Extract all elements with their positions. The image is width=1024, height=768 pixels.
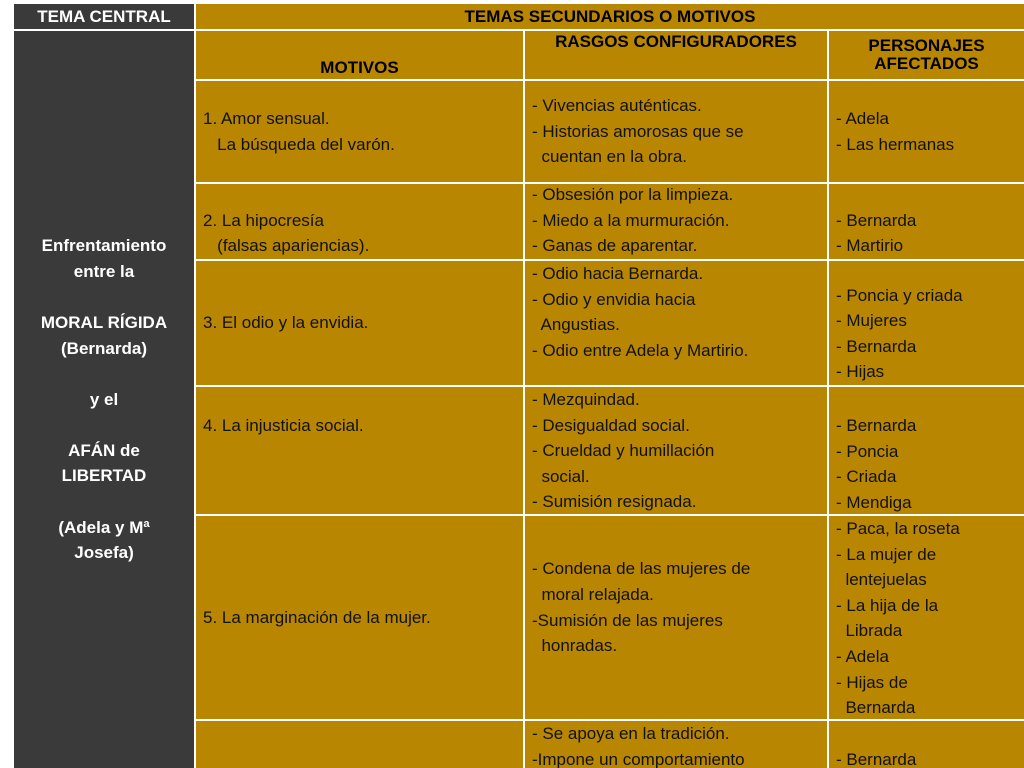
header-rasgos: RASGOS CONFIGURADORES <box>525 31 827 79</box>
row-1-rasgos: - Vivencias auténticas. - Historias amorosas que se cuentan en la obra. <box>525 81 827 182</box>
row-4-personajes: - Bernarda - Poncia - Criada - Mendiga <box>829 387 1024 514</box>
row-5-personajes: - Paca, la roseta - La mujer de lentejuelas - La hija de la Librada - Adela - Hijas de Bernarda <box>829 516 1024 719</box>
row-3-rasgos: - Odio hacia Bernarda. - Odio y envidia hacia Angustias. - Odio entre Adela y Martirio. <box>525 261 827 385</box>
row-5-motivo: 5. La marginación de la mujer. <box>196 516 523 719</box>
header-temas-secundarios: TEMAS SECUNDARIOS O MOTIVOS <box>196 4 1024 29</box>
row-4-rasgos: - Mezquindad. - Desigualdad social. - Crueldad y humillación social. - Sumisión resignada. <box>525 387 827 514</box>
row-3-motivo: 3. El odio y la envidia. <box>196 261 523 385</box>
row-1-personajes: - Adela - Las hermanas <box>829 81 1024 182</box>
row-2-rasgos: - Obsesión por la limpieza. - Miedo a la murmuración. - Ganas de aparentar. <box>525 184 827 259</box>
row-4-motivo: 4. La injusticia social. <box>196 387 523 514</box>
row-2-personajes: - Bernarda - Martirio <box>829 184 1024 259</box>
header-personajes: PERSONAJES AFECTADOS <box>829 31 1024 79</box>
header-tema-central: TEMA CENTRAL <box>14 4 194 29</box>
header-motivos: MOTIVOS <box>196 31 523 79</box>
row-3-personajes: - Poncia y criada - Mujeres - Bernarda - Hijas <box>829 261 1024 385</box>
row-6-personajes: - Bernarda <box>829 721 1024 768</box>
row-6-rasgos: - Se apoya en la tradición. -Impone un comportamiento <box>525 721 827 768</box>
row-1-motivo: 1. Amor sensual. La búsqueda del varón. <box>196 81 523 182</box>
row-6-motivo <box>196 721 523 768</box>
row-5-rasgos: - Condena de las mujeres de moral relajada. -Sumisión de las mujeres honradas. <box>525 516 827 719</box>
row-2-motivo: 2. La hipocresía (falsas apariencias). <box>196 184 523 259</box>
tema-central-cell: Enfrentamiento entre la MORAL RÍGIDA (Bernarda) y el AFÁN de LIBERTAD (Adela y Mª Josefa) <box>14 31 194 768</box>
